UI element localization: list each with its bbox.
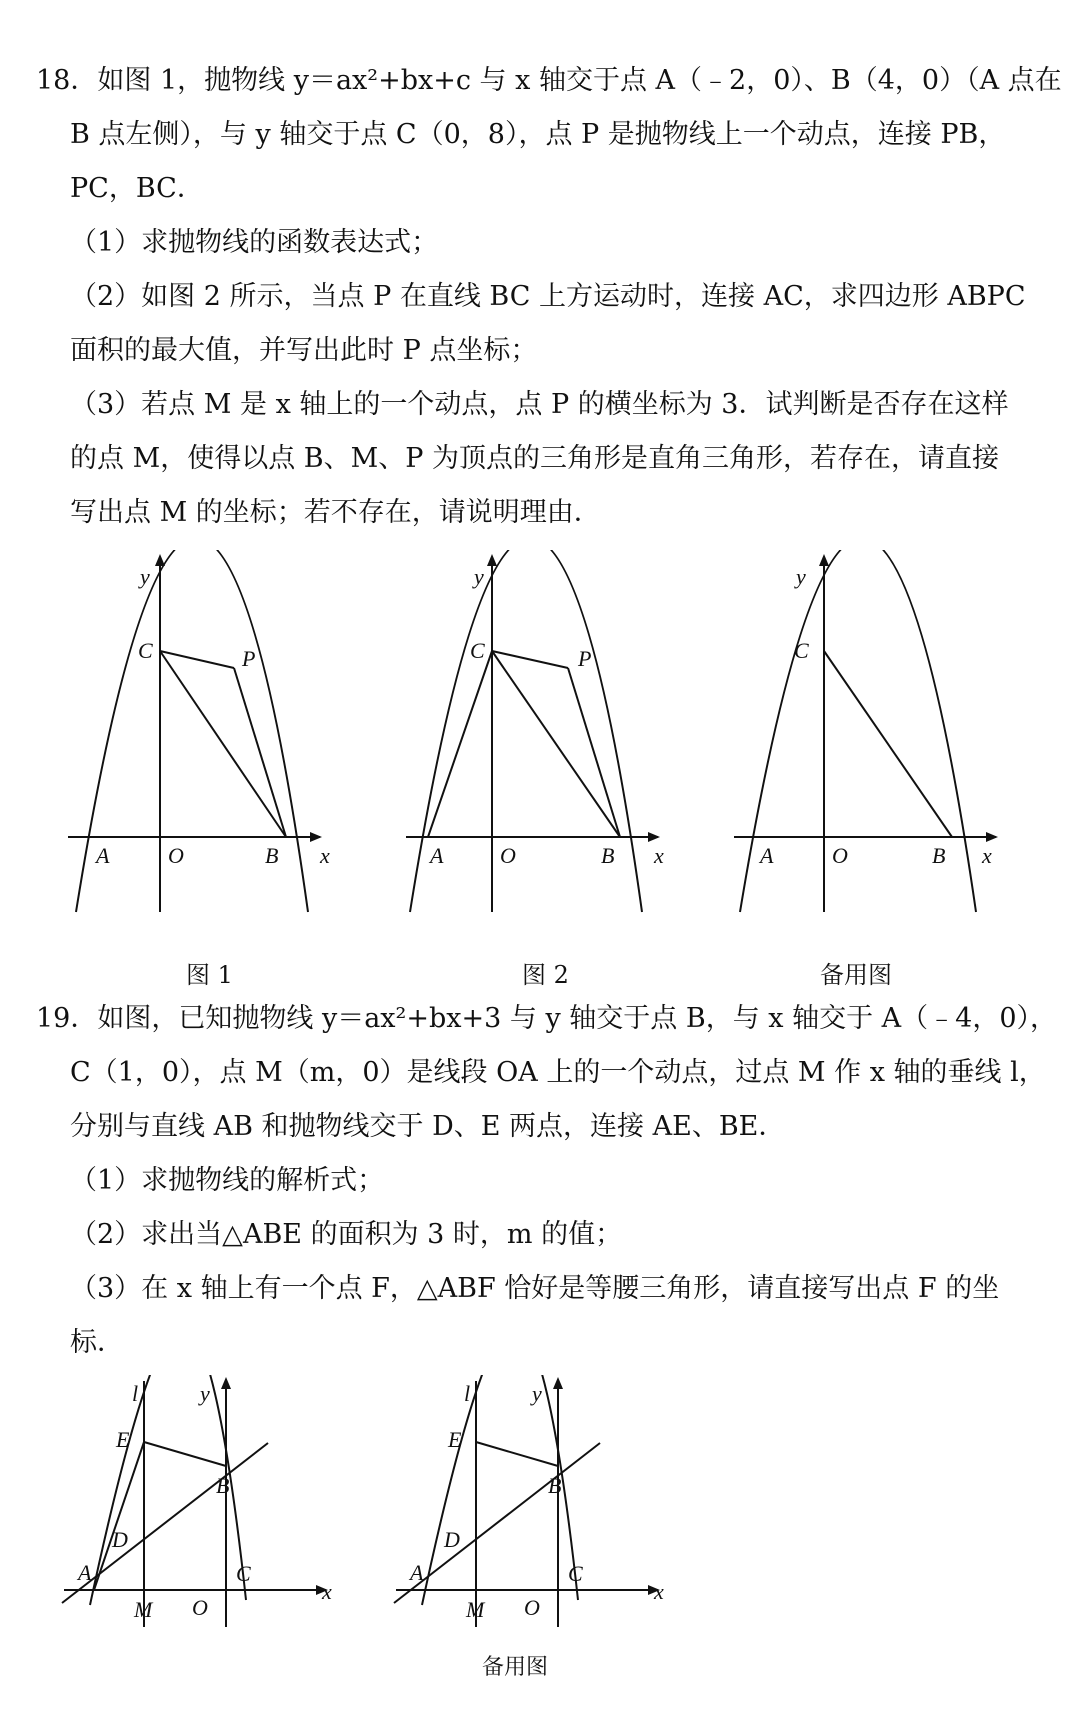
x-label: x (320, 843, 330, 868)
q18-part-3: （3）若点 M 是 x 轴上的一个动点，点 P 的横坐标为 3．试判断是否存在这样 (70, 389, 1009, 420)
q19-part-1: （1）求抛物线的解析式； (70, 1165, 385, 1196)
x-axis-arrow-icon (310, 832, 322, 842)
line-l-label: l (464, 1381, 471, 1406)
segment-ae (94, 1442, 144, 1590)
point-d-label: D (444, 1527, 460, 1552)
q19-figure (60, 1375, 350, 1635)
q18-line-2: B 点左侧），与 y 轴交于点 C（0，8），点 P 是抛物线上一个动点，连接 PB， (70, 119, 1006, 150)
origin-label: O (168, 843, 184, 868)
q18-part-1: （1）求抛物线的函数表达式； (70, 227, 439, 258)
origin-label: O (500, 843, 516, 868)
y-label: y (200, 1381, 210, 1406)
segment-pc (160, 651, 234, 668)
x-axis-arrow-icon (986, 832, 998, 842)
origin-label: O (524, 1595, 540, 1620)
point-e-label: E (116, 1427, 130, 1452)
point-b-label: B (601, 843, 615, 868)
point-a-label: A (78, 1560, 92, 1585)
point-e-label: E (448, 1427, 462, 1452)
q19-line-2: C（1，0），点 M（m，0）是线段 OA 上的一个动点，过点 M 作 x 轴的垂线 l， (70, 1057, 1046, 1088)
y-label: y (796, 564, 806, 589)
point-c-label: C (236, 1561, 251, 1586)
origin-label: O (832, 843, 848, 868)
q18-part-2-cont: 面积的最大值，并写出此时 P 点坐标； (70, 335, 538, 366)
point-d-label: D (112, 1527, 128, 1552)
point-b-label: B (932, 843, 946, 868)
point-c-label: C (568, 1561, 583, 1586)
q19-part-3: （3）在 x 轴上有一个点 F，△ABF 恰好是等腰三角形，请直接写出点 F 的坐 (70, 1273, 1000, 1304)
point-c-label: C (794, 638, 809, 663)
q18-spare-figure-caption: 备用图 (820, 961, 892, 989)
y-axis-arrow-icon (553, 1377, 563, 1389)
point-a-label: A (760, 843, 774, 868)
q19-line-1: 19．如图，已知抛物线 y＝ax²+bx+3 与 y 轴交于点 B，与 x 轴交于 A（﹣4，0）， (36, 1003, 1058, 1034)
q18-figure-1 (60, 550, 360, 920)
x-label: x (982, 843, 992, 868)
y-label: y (140, 564, 150, 589)
q18-part-2: （2）如图 2 所示，当点 P 在直线 BC 上方运动时，连接 AC，求四边形 ABPC (70, 281, 1026, 312)
origin-label: O (192, 1595, 208, 1620)
y-label: y (532, 1381, 542, 1406)
q18-part-3-cont: 的点 M，使得以点 B、M、P 为顶点的三角形是直角三角形，若存在，请直接 (70, 443, 1000, 474)
q19-line-3: 分别与直线 AB 和抛物线交于 D、E 两点，连接 AE、BE． (70, 1111, 786, 1142)
y-label: y (474, 564, 484, 589)
x-label: x (322, 1579, 332, 1604)
point-b-label: B (548, 1473, 562, 1498)
point-a-label: A (410, 1560, 424, 1585)
q19-part-2: （2）求出当△ABE 的面积为 3 时，m 的值； (70, 1219, 623, 1250)
x-axis-arrow-icon (648, 832, 660, 842)
q18-figure-2 (398, 550, 698, 920)
q18-part-3-end: 写出点 M 的坐标；若不存在，请说明理由． (70, 497, 601, 528)
q19-spare-figure-caption: 备用图 (482, 1655, 549, 1680)
point-b-label: B (216, 1473, 230, 1498)
point-b-label: B (265, 843, 279, 868)
point-a-label: A (430, 843, 444, 868)
point-m-label: M (466, 1597, 485, 1622)
point-p-label: P (578, 646, 592, 671)
segment-be (144, 1442, 226, 1466)
q18-figure-2-caption: 图 2 (522, 961, 569, 989)
point-m-label: M (134, 1597, 153, 1622)
q19-spare-figure (392, 1375, 682, 1635)
q19-part-3-end: 标． (70, 1327, 124, 1358)
point-c-label: C (470, 638, 485, 663)
q18-figure-1-caption: 图 1 (186, 961, 233, 989)
segment-pb (568, 668, 620, 837)
point-p-label: P (242, 646, 256, 671)
q18-line-1: 18．如图 1，抛物线 y＝ax²+bx+c 与 x 轴交于点 A（﹣2，0）、B（4，0）（A 点在 (36, 65, 1062, 96)
x-label: x (654, 1579, 664, 1604)
line-l-label: l (132, 1381, 139, 1406)
segment-pc (492, 651, 568, 668)
segment-ac (428, 651, 492, 837)
x-label: x (654, 843, 664, 868)
segment-pb (234, 668, 286, 837)
point-c-label: C (138, 638, 153, 663)
y-axis-arrow-icon (487, 554, 497, 566)
q18-line-3: PC，BC． (70, 173, 204, 204)
y-axis-arrow-icon (221, 1377, 231, 1389)
segment-be (476, 1442, 558, 1466)
y-axis-arrow-icon (819, 554, 829, 566)
q18-spare-figure (726, 550, 1026, 920)
point-a-label: A (96, 843, 110, 868)
